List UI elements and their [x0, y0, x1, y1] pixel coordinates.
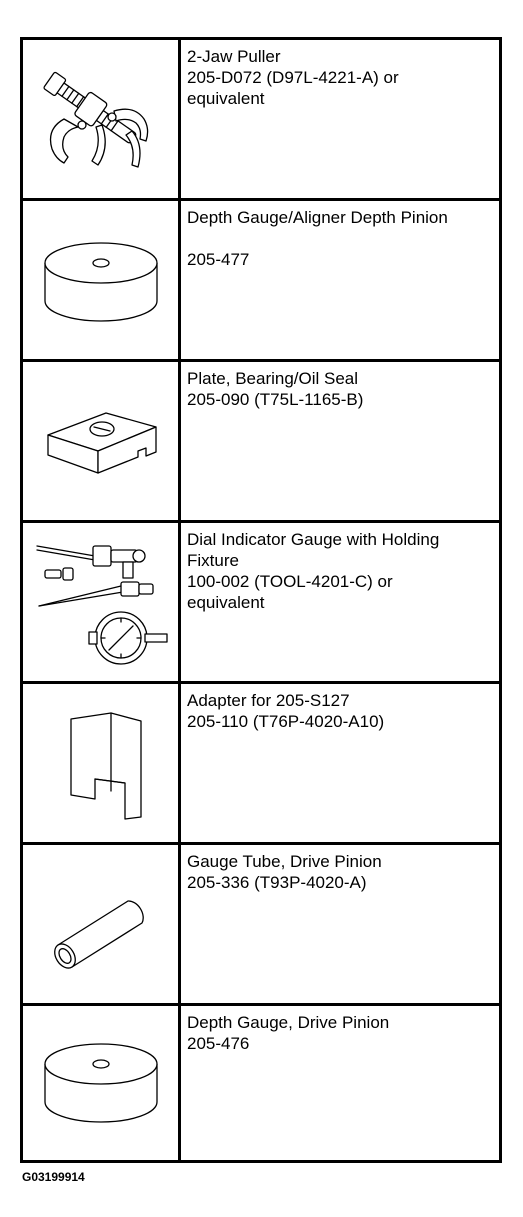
tool-row: [23, 201, 499, 362]
gauge-tube-icon: [23, 845, 181, 1003]
tool-description: 2-Jaw Puller 205-D072 (D97L-4221-A) or equivalent: [187, 47, 399, 108]
tool-description: Plate, Bearing/Oil Seal 205-090 (T75L-1165-B): [187, 369, 364, 409]
tool-row: [23, 40, 499, 201]
adapter-icon: [23, 684, 181, 842]
tool-row: [23, 1006, 499, 1160]
tool-description: Dial Indicator Gauge with Holding Fixture 100-002 (TOOL-4201-C) or equivalent: [187, 530, 440, 612]
tool-description: Depth Gauge, Drive Pinion 205-476: [187, 1013, 390, 1053]
depth-gauge-aligner-icon: [23, 201, 181, 359]
depth-gauge-drive-pinion-icon: [23, 1006, 181, 1160]
dial-indicator-icon: [23, 523, 181, 681]
two-jaw-puller-icon: [23, 40, 181, 198]
tool-row: [23, 362, 499, 523]
tool-description: Depth Gauge/Aligner Depth Pinion 205-477: [187, 208, 448, 269]
tool-row: [23, 523, 499, 684]
special-tools-table: [20, 37, 502, 1163]
tool-description: Gauge Tube, Drive Pinion 205-336 (T93P-4020-A): [187, 852, 382, 892]
tool-row: [23, 684, 499, 845]
bearing-plate-icon: [23, 362, 181, 520]
tool-description: Adapter for 205-S127 205-110 (T76P-4020-A10): [187, 691, 385, 731]
figure-id: G03199914: [22, 1170, 85, 1184]
tool-row: [23, 845, 499, 1006]
